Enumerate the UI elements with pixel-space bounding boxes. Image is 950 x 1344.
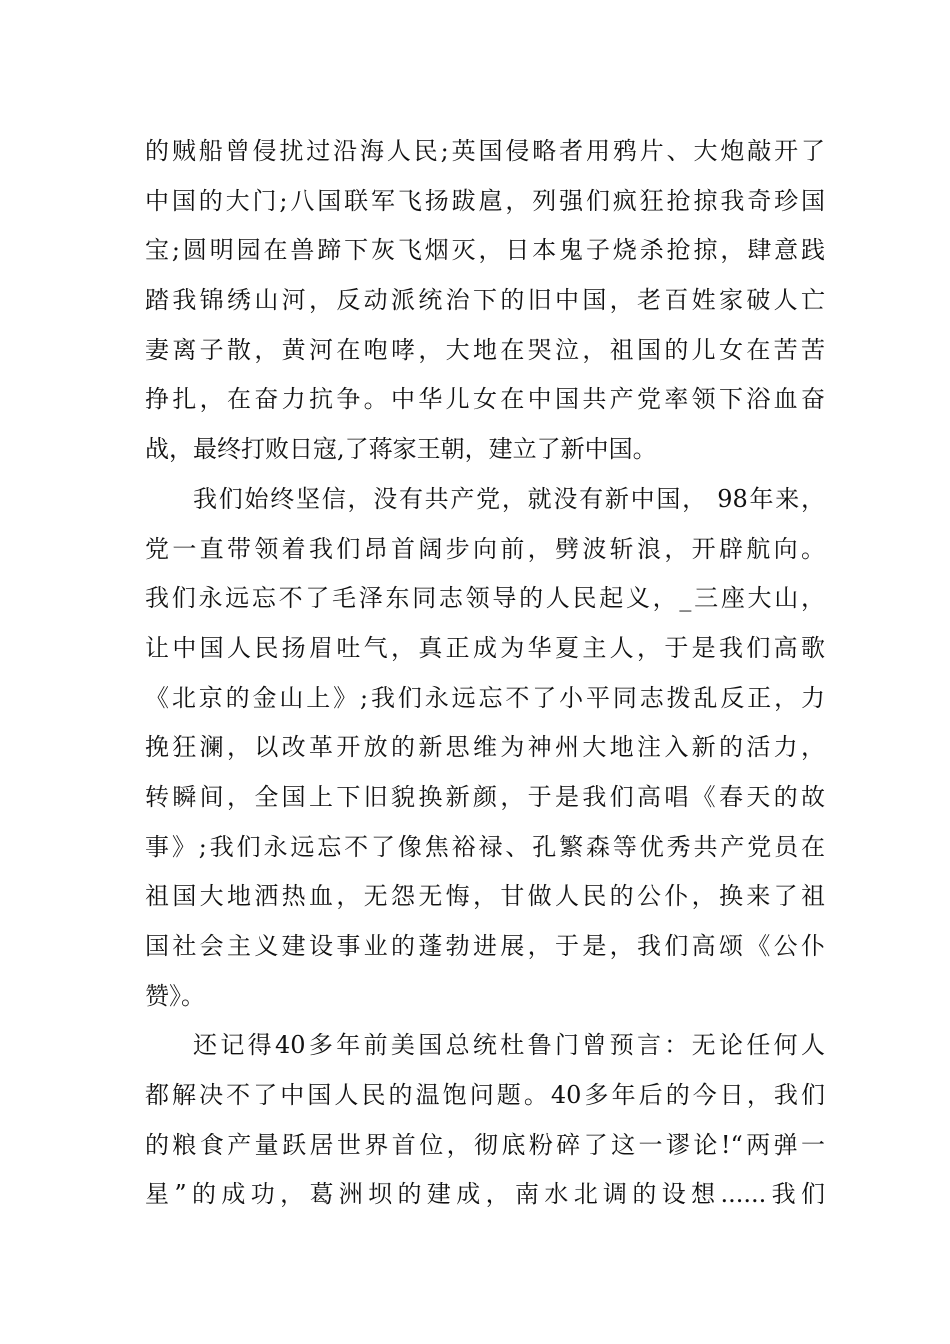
text-line: 的粮食产量跃居世界首位，彻底粉碎了这一谬论!“两弹一 <box>145 1130 825 1159</box>
text-line: 星”的成功，葛洲坝的建成，南水北调的设想......我们 <box>145 1180 825 1209</box>
text-line: 我们始终坚信，没有共产党，就没有新中国， 98年来， <box>193 484 825 513</box>
text-line: 让中国人民扬眉吐气，真正成为华夏主人，于是我们高歌 <box>145 633 825 662</box>
text-line: 宝;圆明园在兽蹄下灰飞烟灭，日本鬼子烧杀抢掠，肆意践 <box>145 236 825 265</box>
text-line: 《北京的金山上》;我们永远忘不了小平同志拨乱反正，力 <box>145 683 825 712</box>
text-line: 妻离子散，黄河在咆哮，大地在哭泣，祖国的儿女在苦苦 <box>145 335 825 364</box>
text-line: 党一直带领着我们昂首阔步向前，劈波斩浪，开辟航向。 <box>145 534 825 563</box>
text-line: 国社会主义建设事业的蓬勃进展，于是，我们高颂《公仆 <box>145 932 825 960</box>
text-line: 转瞬间，全国上下旧貌换新颜，于是我们高唱《春天的故 <box>145 782 825 811</box>
text-line: 我们永远忘不了毛泽东同志领导的人民起义，_三座大山， <box>145 584 825 613</box>
text-line: 祖国大地洒热血，无怨无悔，甘做人民的公仆，换来了祖 <box>145 882 825 911</box>
text-line: 事》;我们永远忘不了像焦裕禄、孔繁森等优秀共产党员在 <box>145 832 825 861</box>
text-line: 还记得40多年前美国总统杜鲁门曾预言：无论任何人 <box>193 1031 825 1060</box>
text-line: 赞》。 <box>145 981 205 1010</box>
text-line: 踏我锦绣山河，反动派统治下的旧中国，老百姓家破人亡 <box>145 286 825 315</box>
text-line: 都解决不了中国人民的温饱问题。40多年后的今日，我们 <box>145 1081 825 1110</box>
body-text <box>145 127 825 1220</box>
text-line: 战，最终打败日寇,了蒋家王朝，建立了新中国。 <box>145 435 657 464</box>
text-line: 中国的大门;八国联军飞扬跋扈，列强们疯狂抢掠我奇珍国 <box>145 186 825 215</box>
text-line: 挽狂澜，以改革开放的新思维为神州大地注入新的活力， <box>145 733 825 762</box>
text-line: 的贼船曾侵扰过沿海人民;英国侵略者用鸦片、大炮敲开了 <box>145 137 825 165</box>
text-line: 挣扎，在奋力抗争。中华儿女在中国共产党率领下浴血奋 <box>145 385 825 414</box>
